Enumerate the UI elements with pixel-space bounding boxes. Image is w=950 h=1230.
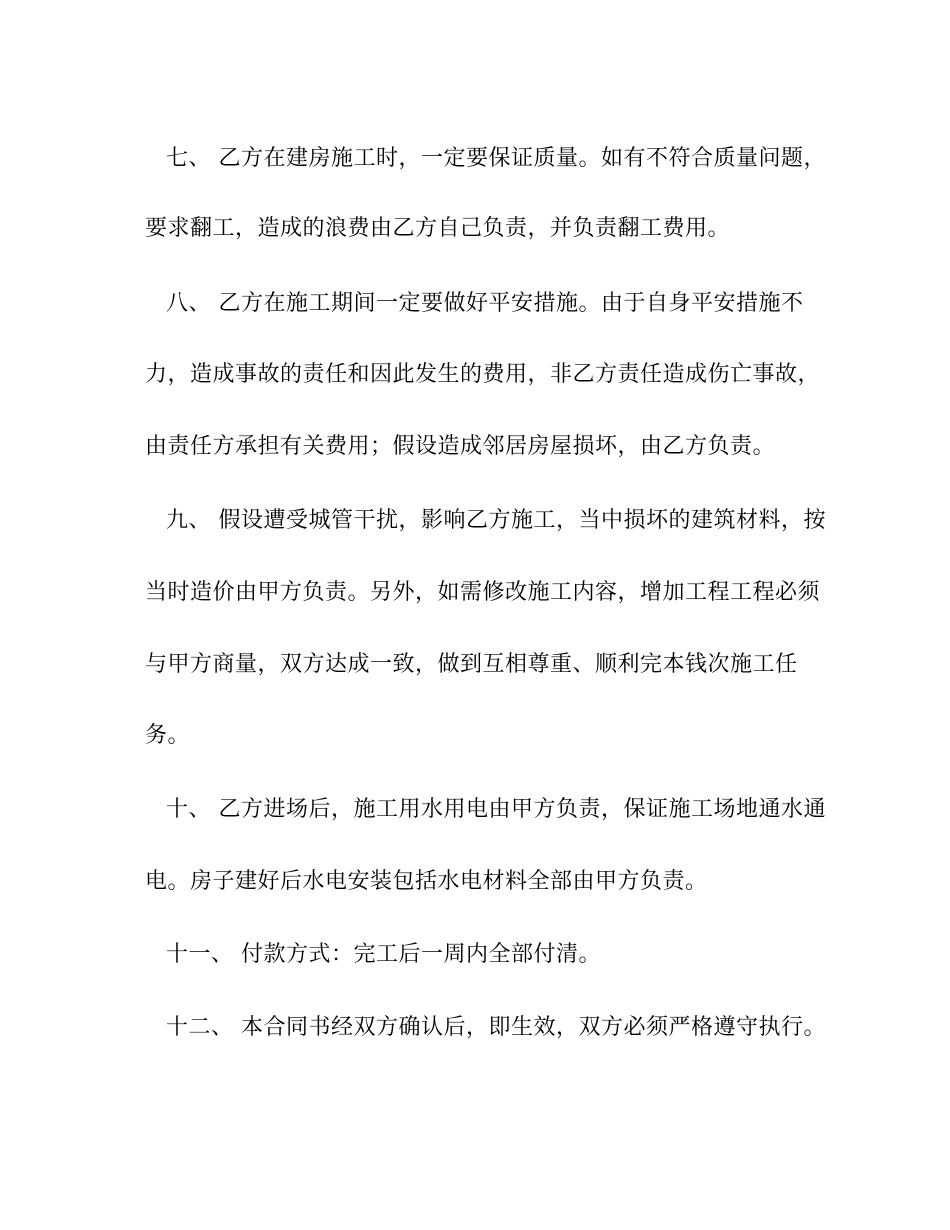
clause-9-line-1: 九、 假设遭受城管干扰，影响乙方施工，当中损坏的建筑材料，按: [166, 508, 826, 533]
clause-9-line-2: 当时造价由甲方负责。另外，如需修改施工内容，增加工程工程必须: [145, 580, 821, 605]
clause-9-line-4: 务。: [145, 723, 191, 748]
clause-12-line-1: 十二、 本合同书经双方确认后，即生效，双方必须严格遵守执行。: [166, 1015, 826, 1040]
clause-7-line-1: 七、 乙方在建房施工时，一定要保证质量。如有不符合质量问题，: [166, 146, 826, 171]
clause-9-line-3: 与甲方商量，双方达成一致，做到互相尊重、顺利完本钱次施工任: [145, 652, 798, 677]
clause-11-line-1: 十一、 付款方式：完工后一周内全部付清。: [166, 942, 601, 967]
clause-10-line-2: 电。房子建好后水电安装包括水电材料全部由甲方负责。: [145, 869, 708, 894]
clause-8-line-1: 八、 乙方在施工期间一定要做好平安措施。由于自身平安措施不: [166, 291, 804, 316]
clause-8-line-2: 力，造成事故的责任和因此发生的费用，非乙方责任造成伤亡事故，: [145, 362, 821, 387]
clause-8-line-3: 由责任方承担有关费用；假设造成邻居房屋损坏，由乙方负责。: [145, 434, 776, 459]
clause-7-line-2: 要求翻工，造成的浪费由乙方自己负责，并负责翻工费用。: [145, 216, 731, 241]
clause-10-line-1: 十、 乙方进场后，施工用水用电由甲方负责，保证施工场地通水通: [166, 797, 826, 822]
